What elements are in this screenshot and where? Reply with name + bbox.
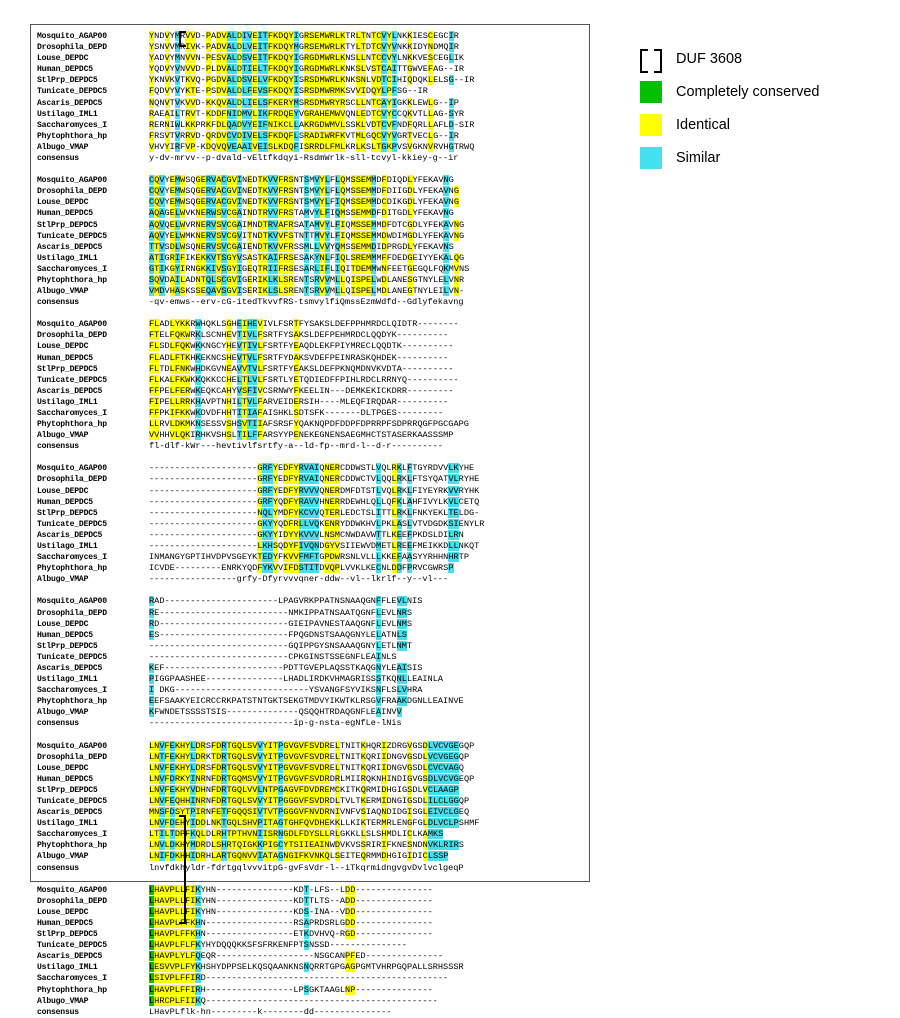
sequence-name: Saccharomyces_I — [37, 120, 107, 130]
sequence-residues: lnvfdkhyldr-fdrtgqlvvvitpG-gvFsVdr-l--iTkqrmidngvgvDvlvclgeqP — [149, 862, 464, 873]
sequence-name: Mosquito_AGAP00 — [37, 32, 107, 41]
sequence-residues: ATIGRIFIKEKKVTSGYVSASTKAIFRSESAKYNLFIQLSREMMMFFDEDGEIYYEKALQG — [149, 252, 465, 263]
sequence-name: consensus — [37, 298, 79, 308]
sequence-name: Tunicate_DEPDC5 — [37, 797, 107, 806]
swatch-identical-icon — [640, 114, 662, 136]
sequence-name: Phytophthora_hp — [37, 564, 107, 574]
sequence-name: consensus — [37, 719, 79, 729]
sequence-residues: EEFSAAKYEICRCCRKPATSTNTGKTSEKGTMDVYIKWTKLRSGVFRAAKDGNLLEAINVE — [149, 696, 464, 707]
sequence-row — [37, 619, 585, 630]
sequence-name: Human_DEPDC5 — [37, 209, 93, 219]
sequence-residues: MNSFDSYTPIRNFETFGQQSIVTVTPGGGVFNVDRNIVNFVSIAQNDIDGISGLEIVCLGEQ — [149, 807, 470, 818]
sequence-row — [37, 951, 585, 962]
sequence-row — [37, 42, 585, 53]
sequence-residues: AQVYELWMKNERVSVCGVITNDTKVVFSTNTTMVYLFIQMSSEMMDWDIMGDLYFEKAVNG — [149, 230, 465, 241]
sequence-residues: TTVSDLWSQNERVSVCGAIENDTKVVFRSSMLLVVYQMSSEMMDIDPRGDLYFEKAVNS — [149, 241, 454, 252]
sequence-name: StlPrp_DEPDC5 — [37, 785, 98, 795]
sequence-residues: ---------------------GRFYEDFYRVAIQNERCDDWCTVLQQLRKLFTSYQATVLRYHE — [149, 474, 480, 485]
sequence-residues: VHVYIRFVP-KDQVQVEAAIVEISLKDQFISRRDLFMLKRLKSLTGKPVSVGKNVRVHGTRWQ — [149, 141, 475, 152]
sequence-residues: ---------------------GRFYEDFYRVVVQNERDMFDTSTLVQLRKLFIYEYRKVVRYHK — [149, 485, 480, 496]
sequence-name: Albugo_VMAP — [37, 431, 89, 441]
sequence-name: Phytophthora_hp — [37, 697, 107, 707]
swatch-similar-icon — [640, 147, 662, 169]
sequence-name: Ustilago_IML1 — [37, 675, 98, 685]
sequence-residues: VMDVHASKSSEQAVSGVISERIKLSLSRENTSRVVMLLQISPELMDLANEGTNYLEILVN- — [149, 286, 465, 297]
sequence-row — [37, 186, 585, 197]
bracket-icon — [640, 48, 662, 70]
sequence-residues: ---------------------LKHSQDYFIVQNDGYVSIIEWVDMETLREEFMEIKKDLLNKQT — [149, 541, 480, 552]
sequence-name: Albugo_VMAP — [37, 708, 89, 718]
sequence-name: Ustilago_IML1 — [37, 109, 98, 119]
legend-label-identical: Identical — [676, 116, 731, 133]
consensus-row — [37, 1007, 585, 1018]
sequence-name: Ustilago_IML1 — [37, 397, 98, 407]
sequence-row — [37, 707, 585, 718]
alignment-block — [37, 31, 585, 164]
sequence-row — [37, 486, 585, 497]
sequence-residues: CQVYEMWSQGERVACGVINEDTKVVFRSNTSMVYLFIQMSSEMMDCDIKGDLYFEKAVNG — [149, 197, 459, 208]
sequence-residues: AQAGELWVKNERWSVCGAINDTRVVFRSTAMVYLFIQMSSEMMDFDITGDLYFEKAVNG — [149, 208, 454, 219]
sequence-name: Phytophthora_hp — [37, 420, 107, 430]
sequence-name: Ascaris_DEPDC5 — [37, 663, 103, 673]
sequence-name: Ustilago_IML1 — [37, 253, 98, 263]
sequence-residues: FRSVTVRRVD-QRDVCVDIVELSFKDQFLSRADIWRFKVTMLGQCVYVGRTVECLG--IR — [149, 130, 459, 141]
sequence-row — [37, 696, 585, 707]
alignment-block — [37, 463, 585, 585]
sequence-row — [37, 231, 585, 242]
sequence-row — [37, 896, 585, 907]
sequence-name: Ascaris_DEPDC5 — [37, 386, 103, 396]
sequence-residues: RERNIWLKKPRKFDLQADVYEIFNIKCLLAKRGDWMVLSSKLVDTCVFNDFQRLLAFLD-SIR — [149, 119, 475, 130]
sequence-residues: FLSDLFQKWKKNGCYHEVTIVLFSRTFYEAQDLEKFPIYMRECLQQDTK---------- — [149, 341, 454, 352]
sequence-residues: LHAVPLYLFQEQR-------------------NSGCANPFED--------------- — [149, 951, 444, 962]
sequence-residues: LSIVPLFFIRD----------------------------------------------- — [149, 973, 449, 984]
sequence-name: Ascaris_DEPDC5 — [37, 98, 103, 108]
consensus-row — [37, 718, 585, 729]
sequence-name: Tunicate_DEPDC5 — [37, 375, 107, 385]
sequence-name: Drosophila_DEPD — [37, 187, 107, 197]
sequence-name: Albugo_VMAP — [37, 575, 89, 585]
sequence-row — [37, 497, 585, 508]
sequence-name: Saccharomyces_I — [37, 830, 107, 840]
sequence-row — [37, 142, 585, 153]
sequence-name: StlPrp_DEPDC5 — [37, 508, 98, 518]
sequence-residues: GTIKGYIRNGKKIVSGYIGEQTRIIFRSESARLIFLIQITDEMMWNFEETGEGQLFQKMVNS — [149, 263, 470, 274]
sequence-residues: KEF-----------------------PDTTGVEPLAQSSTKAQGNYLEAISIS — [149, 662, 423, 673]
sequence-residues: LNVFEKHYLDRSFDRTGQLSVVYITPGVGVFSVDRELTNITKQRIIDNGVGSDLCVCVAGQ — [149, 762, 464, 773]
sequence-residues: LHAVPLFFKHN-----------------RSAPRDSRLGDD--------------- — [149, 917, 433, 928]
sequence-residues: ES-------------------------FPQGDNSTSAAQGNYLELATNLS — [149, 629, 407, 640]
sequence-name: Louse_DEPDC — [37, 907, 89, 917]
sequence-residues: FIPELLRRKHAVPTNHILTVLFARVEIDERSIH----MLEQFIRQDAR---------- — [149, 396, 449, 407]
consensus-row — [37, 574, 585, 585]
sequence-row — [37, 508, 585, 519]
sequence-residues: LNVFDRKYINRNFDRTGQMSVVYITPGVGVFSVDRDRLMIIRQKNHINDIGVGSDLVCVGEQP — [149, 773, 475, 784]
sequence-residues: ---------------------------GQIPPGYSNSAAAQGNYLETLNMT — [149, 640, 413, 651]
sequence-residues: INMANGYGPTIHVDPVSGEYKTEDYFKVVFMFTGPDWRSNLVLLLKKEFAASYYRHHNHRTP — [149, 552, 469, 563]
sequence-name: StlPrp_DEPDC5 — [37, 220, 98, 230]
sequence-row — [37, 785, 585, 796]
sequence-row — [37, 818, 585, 829]
sequence-name: consensus — [37, 1007, 79, 1017]
sequence-residues: ---------------------------CPKGINSTSSEGNFLEAINLS — [149, 651, 397, 662]
sequence-residues: LNVFEKHYVDHNFDRTGQLVVLNTPGAGVFDVDREMCKITKQRMIDHGIGSDLVCLAAGP — [149, 784, 459, 795]
sequence-row — [37, 242, 585, 253]
sequence-row — [37, 940, 585, 951]
sequence-name: Saccharomyces_I — [37, 974, 107, 984]
sequence-residues: LNVFEKHYLDRSFDRTGQLSVVYITPGVGVFSVDRELTNITKHQRIZDRGVGSDLVCVGEGQP — [149, 740, 475, 751]
sequence-residues: YNDVYMRVVD-PADVALDIVEITFKDQYIGRSEMWRLKTRLTNTCVYLNKKIESCEGCIR — [149, 31, 459, 41]
sequence-name: Human_DEPDC5 — [37, 774, 93, 784]
sequence-residues: -qv-emws--erv-cG-itedTkvvfRS-tsmvylfiQmssEzmWdfd--Gdlyfekavng — [149, 297, 464, 308]
sequence-name: Mosquito_AGAP00 — [37, 741, 107, 751]
sequence-name: Tunicate_DEPDC5 — [37, 519, 107, 529]
sequence-name: Tunicate_DEPDC5 — [37, 87, 107, 97]
sequence-residues: ---------------------GRFYQDFYRAVVHNERRDEWHLQLLQFKLAHFIVYLKVLCETQ — [149, 496, 480, 507]
sequence-name: Human_DEPDC5 — [37, 630, 93, 640]
sequence-row — [37, 530, 585, 541]
sequence-row — [37, 996, 585, 1007]
sequence-row — [37, 829, 585, 840]
sequence-name: Drosophila_DEPD — [37, 475, 107, 485]
sequence-row — [37, 840, 585, 851]
sequence-name: Saccharomyces_I — [37, 686, 107, 696]
legend-label-duf: DUF 3608 — [676, 50, 743, 67]
sequence-residues: y-dv-mrvv--p-dvald-vEltfkdqyi-RsdmWrlk-sll-tcvyl-kkiey-g--ir — [149, 153, 459, 164]
sequence-name: Phytophthora_hp — [37, 985, 107, 995]
sequence-residues: LNVFDEHYIDDLNKTGQLSHVPITAGTGHFQVDHEKKLLKIKTERMRLENGFGLDLVCLPSHMF — [149, 818, 480, 829]
sequence-name: Human_DEPDC5 — [37, 353, 93, 363]
sequence-residues: LHAVPLLFIKYHN---------------KDTTLTS--ADD--------------- — [149, 895, 433, 906]
sequence-name: Drosophila_DEPD — [37, 752, 107, 762]
legend-label-conserved: Completely conserved — [676, 83, 820, 100]
consensus-row — [37, 153, 585, 164]
sequence-row — [37, 253, 585, 264]
sequence-row — [37, 985, 585, 996]
sequence-row — [37, 474, 585, 485]
sequence-name: Mosquito_AGAP00 — [37, 176, 107, 186]
sequence-row — [37, 386, 585, 397]
sequence-row — [37, 907, 585, 918]
alignment-block — [37, 741, 585, 874]
alignment-block — [37, 596, 585, 729]
sequence-residues: FFPELFERWKEQKCAHYVSFIVCSRNWYFKEELIN---DEMKEKICKDRR--------- — [149, 385, 454, 396]
sequence-residues: LLRVLDKMKNSESSVSHSVTIIAFSRSFYQAKNQPDFDDPFDPRRPFSDPRRQGFPGCGAPG — [149, 419, 469, 430]
sequence-name: Drosophila_DEPD — [37, 331, 107, 341]
sequence-name: Mosquito_AGAP00 — [37, 885, 107, 895]
sequence-residues: RAD----------------------LPAGVRKPPATNSNAAQGNFFLEVLNIS — [149, 596, 423, 607]
sequence-row — [37, 741, 585, 752]
sequence-row — [37, 774, 585, 785]
alignment-block — [37, 885, 585, 1018]
sequence-row — [37, 552, 585, 563]
sequence-name: Tunicate_DEPDC5 — [37, 231, 107, 241]
sequence-residues: LNTFEKHYLDRKTDRTGQLSVVYITPGVGVFSVDRELTNITKQRIIDNGVGSDLVCVGEGQP — [149, 751, 470, 762]
sequence-name: Saccharomyces_I — [37, 264, 107, 274]
sequence-row — [37, 962, 585, 973]
legend-item-identical — [640, 110, 870, 139]
sequence-residues: RD-------------------------GIEIPAVNESTAAQGNFLEVLNMS — [149, 618, 413, 629]
sequence-residues: FQDVYVYKTE-PSDVALDLFEVSFKDQYISRSDMWRMKSVVIDQYLPFSG--IR — [149, 86, 428, 97]
sequence-row — [37, 541, 585, 552]
sequence-row — [37, 341, 585, 352]
sequence-row — [37, 630, 585, 641]
sequence-row — [37, 64, 585, 75]
sequence-name: Ascaris_DEPDC5 — [37, 808, 103, 818]
sequence-residues: ICVDE---------ENRKYQDFYKVVIFDSTITDVQPLVVKLKECNLDDFPRVCGWRSP — [149, 563, 454, 574]
sequence-name: Mosquito_AGAP00 — [37, 464, 107, 474]
consensus-row — [37, 441, 585, 452]
sequence-residues: LNIFDKHHIDRHLARTGQNVVIATAGNGIFKVNKQLSEITEQRMMDHGIGIDICLSSP — [149, 851, 449, 862]
sequence-residues: ---------------------GKYYIDYYKVVVLNSMCNWDAVWTTLKEEFPKDSLDILRN — [149, 529, 464, 540]
sequence-residues: ---------------------GRFYEDFYRVAIQNERCDDWSTLVQLRKLFTGYRDVVLKYHE — [149, 463, 475, 474]
sequence-residues: AQVQELWVRNERVSVCGAIMNDTRVAFRSATAMVYLFIQMSSEMMDFDTCGDLYFEKAVNG — [149, 219, 465, 230]
sequence-residues: FTELFQKWRKLSCNHEVTIVLFSRTFYSAKSLDEFPEHMRDCLQQDYK---------- — [149, 330, 449, 341]
sequence-row — [37, 330, 585, 341]
sequence-row — [37, 353, 585, 364]
sequence-name: Louse_DEPDC — [37, 54, 89, 64]
sequence-residues: LESVVPLFYKHSHYDPPSELKQSQAANKNSNQRRTGPGAGPGMTVHRPGQPALLSRHSSSR — [149, 962, 464, 973]
legend-item-similar — [640, 143, 870, 172]
sequence-name: Ustilago_IML1 — [37, 963, 98, 973]
sequence-row — [37, 608, 585, 619]
sequence-row — [37, 109, 585, 120]
sequence-residues: I DKG--------------------------YSVANGFSYVIKSNFLSLVHRA — [149, 685, 423, 696]
sequence-residues: LHAVPLLFIKYHN---------------KDS-INA--VDD--------------- — [149, 906, 433, 917]
sequence-row — [37, 641, 585, 652]
sequence-row — [37, 796, 585, 807]
sequence-residues: ---------------------GKYYQDFRLLVQKENRYDDWKHVLPKLASLVTVDGDKSIENYLR — [149, 518, 485, 529]
alignment-panel — [30, 24, 590, 1017]
sequence-name: Louse_DEPDC — [37, 342, 89, 352]
sequence-row — [37, 98, 585, 109]
sequence-name: Ascaris_DEPDC5 — [37, 242, 103, 252]
sequence-name: Phytophthora_hp — [37, 131, 107, 141]
sequence-name: StlPrp_DEPDC5 — [37, 76, 98, 86]
sequence-name: StlPrp_DEPDC5 — [37, 364, 98, 374]
swatch-conserved-icon — [640, 81, 662, 103]
sequence-row — [37, 120, 585, 131]
sequence-residues: LHAVPLFLFKYHYDQQQKKSFSFRKENFPTSNSSD--------------- — [149, 940, 407, 951]
sequence-row — [37, 463, 585, 474]
sequence-residues: FLADLYKKRWHQKLSGHEIHEVIVLFSRTFYSAKSLDEFPPHMRDCLQIDTR-------- — [149, 319, 459, 330]
sequence-row — [37, 851, 585, 862]
sequence-row — [37, 596, 585, 607]
sequence-name: Drosophila_DEPD — [37, 896, 107, 906]
sequence-residues: ----------------------------ip-g-nsta-egNfLe-lNis — [149, 718, 402, 729]
sequence-name: consensus — [37, 154, 79, 164]
sequence-residues: LNVLDKHYMDRDLSHRTQIGKKPIGCYTSIIEAINWDVKVSSRIRIFKNESNDNVKLRIRS — [149, 840, 464, 851]
sequence-row — [37, 175, 585, 186]
sequence-row — [37, 918, 585, 929]
sequence-residues: YSNVVMRIVK-PADVALDLVEITFKDQYMGRSEMWRLKTYLTDTCVYVNKKIDYNDMQIR — [149, 42, 459, 53]
sequence-row — [37, 75, 585, 86]
sequence-name: Human_DEPDC5 — [37, 918, 93, 928]
consensus-row — [37, 863, 585, 874]
sequence-name: Ustilago_IML1 — [37, 542, 98, 552]
sequence-row — [37, 430, 585, 441]
alignment-block — [37, 175, 585, 308]
sequence-row — [37, 752, 585, 763]
sequence-residues: -----------------grfy-Dfyrvvvqner-ddw--vl--lkrlf--y--vl--- — [149, 574, 449, 585]
sequence-residues: KFWNDETSSSSTSIS--------------QSQQHTRDAQGNFLEAINVV — [149, 707, 402, 718]
sequence-row — [37, 419, 585, 430]
sequence-name: Albugo_VMAP — [37, 287, 89, 297]
sequence-row — [37, 563, 585, 574]
sequence-residues: LNVFEQHHINRNFDRTGQLSVVYITPGGGVFSVDRDLTVLTKERMIDNGIGSDLILCLGGQP — [149, 796, 470, 806]
sequence-residues: NQNVTVKVVD-KKQVALDLIELSFKERYMSRSDMWRYRSCLLNTCAYIGKKLEWLG--IP — [149, 97, 459, 108]
sequence-residues: FLADLFTKHKEKNCSHEVTVLFSRTFYDAKSVDEFPEINRASKQHDEK---------- — [149, 352, 449, 363]
sequence-residues: YKNVKVTKVQ-PGDVALDSVELVFKDQYISRSDMWRLKNKSNLVDTCIHIQDQKLELSG--IR — [149, 75, 475, 86]
sequence-name: Phytophthora_hp — [37, 275, 107, 285]
sequence-residues: FLTDLFNKWHDKGVNEAVVTVLFSRTFYEAKSLDEFPKNQMDNVKVDTA---------- — [149, 363, 454, 374]
sequence-row — [37, 220, 585, 231]
sequence-row — [37, 663, 585, 674]
sequence-row — [37, 397, 585, 408]
sequence-name: Albugo_VMAP — [37, 852, 89, 862]
sequence-name: Drosophila_DEPD — [37, 608, 107, 618]
sequence-residues: SQVDAILADNTQLSCGVIGERIKLKLSRENTSRVVMLLQISPELWDLANESGTNYLELVNR — [149, 274, 465, 285]
sequence-name: Phytophthora_hp — [37, 841, 107, 851]
sequence-name: Albugo_VMAP — [37, 142, 89, 152]
sequence-name: Mosquito_AGAP00 — [37, 597, 107, 607]
sequence-name: consensus — [37, 863, 79, 873]
alignment-blocks — [37, 31, 585, 1018]
sequence-name: Louse_DEPDC — [37, 486, 89, 496]
sequence-row — [37, 674, 585, 685]
sequence-row — [37, 807, 585, 818]
sequence-name: Saccharomyces_I — [37, 553, 107, 563]
sequence-name: Albugo_VMAP — [37, 996, 89, 1006]
sequence-residues: LHAVPLFFKHN-----------------ETKDVHVQ-RGD--------------- — [149, 929, 433, 940]
sequence-row — [37, 264, 585, 275]
sequence-row — [37, 53, 585, 64]
sequence-residues: LHAVPLLFIKYHN---------------KDT-LFS--LDD--------------- — [149, 884, 433, 895]
sequence-name: Ustilago_IML1 — [37, 819, 98, 829]
sequence-residues: ---------------------NQLYMDFYKCVVQTERLEDCTSLITTLRKLFNKYEKLTELDG- — [149, 507, 480, 518]
sequence-name: Louse_DEPDC — [37, 198, 89, 208]
sequence-residues: YADVYMNVVN-PESVALDSVEITFKDQYIGRGDMWRLKNSLLNTCCVYLNKKVESCEGLIK — [149, 53, 465, 64]
sequence-row — [37, 131, 585, 142]
sequence-row — [37, 408, 585, 419]
sequence-name: Ascaris_DEPDC5 — [37, 952, 103, 962]
legend-item-conserved — [640, 77, 870, 106]
sequence-name: StlPrp_DEPDC5 — [37, 930, 98, 940]
sequence-residues: YQDVYVNVVD-PLDVALDTIELTFKDQYIGRGDMWRLKNKSLVSTCAITTGWVEFAG--IR — [149, 64, 465, 75]
sequence-residues: LHRCPLFIIKQ--------------------------------------------- — [149, 995, 438, 1006]
sequence-row — [37, 319, 585, 330]
sequence-row — [37, 286, 585, 297]
sequence-residues: LHAVPLFFIRH-----------------LPSGKTAAGLNP--------------- — [149, 984, 433, 995]
sequence-name: Ascaris_DEPDC5 — [37, 530, 103, 540]
sequence-residues: CQVYEMWSQGERVACGVINEDTKVVFRSNTSMVYLFLQMSSEMMDFDIQDLYFEKAVNG — [149, 175, 454, 186]
sequence-row — [37, 208, 585, 219]
sequence-row — [37, 885, 585, 896]
sequence-residues: FLKALFKWKKQKKCCHELTLVLFSRTLYETQDIEDFFPIHLRDCLRRNYQ---------- — [149, 374, 459, 385]
legend — [640, 44, 870, 176]
sequence-name: StlPrp_DEPDC5 — [37, 641, 98, 651]
sequence-row — [37, 31, 585, 42]
sequence-residues: RAEAILTRVT-KDDFNIDMVLIKFRDQEYVGRAHEMWVQNLEDTCVYCCQKVTLLAG-SYR — [149, 108, 465, 119]
sequence-name: Louse_DEPDC — [37, 763, 89, 773]
sequence-name: Mosquito_AGAP00 — [37, 320, 107, 330]
sequence-row — [37, 519, 585, 530]
sequence-residues: RE-------------------------NMKIPPATNSAATQGNFLEVLNRS — [149, 607, 413, 618]
sequence-residues: fl-dlf-kWr---hevtivlfsrtfy-a--ld-fp--mrd-l--d-r---------- — [149, 441, 443, 452]
sequence-name: Tunicate_DEPDC5 — [37, 941, 107, 951]
sequence-name: Tunicate_DEPDC5 — [37, 652, 107, 662]
sequence-row — [37, 652, 585, 663]
sequence-row — [37, 763, 585, 774]
alignment-block — [37, 319, 585, 452]
sequence-residues: VVHHVLQKIRHKVSHSLTILFFARSYYPENEKEGNENSAEGMHCTSTASERKAASSSMP — [149, 430, 454, 441]
sequence-residues: PIGGPAASHEE---------------LHADLIRDKVHMAGRISSSTKQNLLEAINLA — [149, 674, 444, 685]
sequence-row — [37, 275, 585, 286]
sequence-name: Louse_DEPDC — [37, 619, 89, 629]
sequence-residues: FFPKIFKKWKDVDFHHTITIAFAISHKLSDTSFK-------DLTPGES--------- — [149, 408, 444, 418]
sequence-row — [37, 197, 585, 208]
sequence-row — [37, 86, 585, 97]
sequence-residues: CQVYEMWSQGERVACGVINEDTKVVFRSNTSMVYLFLQMSSEMMDFDIIGDLYFEKAVNG — [149, 186, 459, 197]
sequence-row — [37, 973, 585, 984]
sequence-name: Human_DEPDC5 — [37, 65, 93, 75]
sequence-row — [37, 929, 585, 940]
consensus-row — [37, 297, 585, 308]
legend-item-duf — [640, 44, 870, 73]
sequence-name: Human_DEPDC5 — [37, 497, 93, 507]
sequence-name: Drosophila_DEPD — [37, 43, 107, 53]
legend-label-similar: Similar — [676, 149, 721, 166]
sequence-name: consensus — [37, 442, 79, 452]
sequence-row — [37, 375, 585, 386]
sequence-residues: LHavPLflk-hn---------k--------dd--------------- — [149, 1006, 392, 1017]
sequence-residues: LTILTDPFKQLDLRHTPTHVNIISRNGDLFDYSLLRLGKKLLSLSHMDLICLKAMKS — [149, 829, 444, 840]
sequence-name: Saccharomyces_I — [37, 409, 107, 418]
sequence-row — [37, 364, 585, 375]
sequence-row — [37, 685, 585, 696]
